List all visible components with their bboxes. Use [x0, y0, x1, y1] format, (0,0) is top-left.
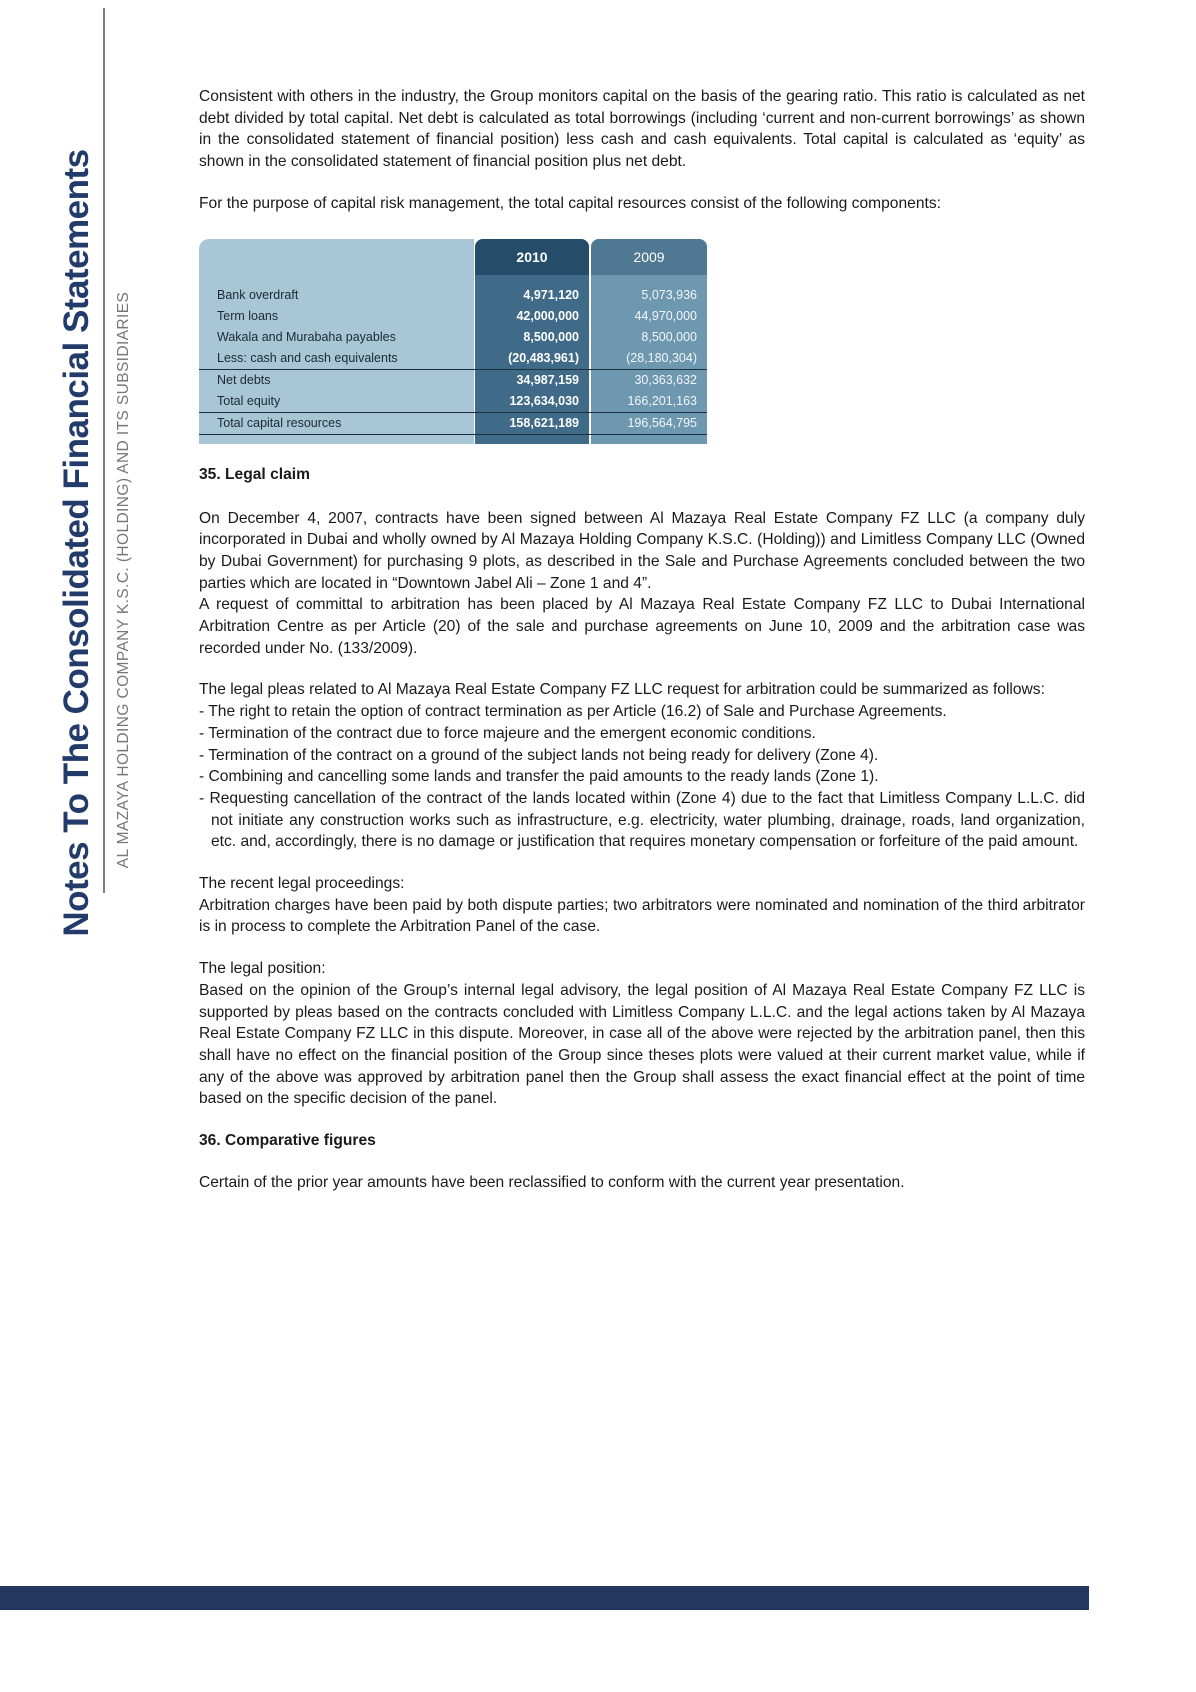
footer-bar — [0, 1586, 1089, 1610]
legal-position-text: Based on the opinion of the Group’s internal legal advisory, the legal position of Al Mazaya Real Estate Company FZ LLC is supported by pleas based on the contracts concluded with Limitless Company L.L.C. and the legal actions taken by Al Mazaya Real Estate Company FZ LLC in this dispute. Moreover, in case all of the above were rejected by the arbitration panel, then this shall have no effect on the financial position of the Group since theses plots were valued at their current market value, while if any of the above was approved by arbitration panel then the Group shall assess the exact financial effect at the point of time based on the specific decision of the panel. — [199, 981, 1085, 1108]
row-label: Term loans — [217, 308, 279, 323]
value-2009: 166,201,163 — [627, 393, 697, 408]
table-header-2010: 2010 — [475, 239, 589, 275]
value-2009: 196,564,795 — [627, 415, 697, 430]
row-label: Total equity — [217, 393, 281, 408]
value-2009: (28,180,304) — [626, 350, 697, 365]
legal-claim-paragraph: On December 4, 2007, contracts have been signed between Al Mazaya Real Estate Company FZ LLC (a company duly incorporated in Dubai and wholly owned by Al Mazaya Holding Company K.S.C. (Holding)) and Limitless Company LLC (Owned by Dubai Government) for purchasing 9 plots, as described in the Sale and Purchase Agreements concluded between the two parties which are located in “Downtown Jabel Ali – Zone 1 and 4”. — [199, 509, 1085, 592]
legal-pleas-intro: The legal pleas related to Al Mazaya Real Estate Company FZ LLC request for arbitration could be summarized as follows: — [199, 681, 1045, 699]
sidebar-title: Notes To The Consolidated Financial Statements — [57, 149, 96, 937]
table-row — [199, 285, 707, 306]
intro-paragraph-components: For the purpose of capital risk management, the total capital resources consist of the following components: — [199, 194, 941, 212]
value-2009: 8,500,000 — [641, 329, 697, 344]
value-2009: 30,363,632 — [634, 372, 697, 387]
table-header-2009: 2009 — [591, 239, 707, 275]
table-row — [199, 413, 707, 434]
table-divider — [199, 434, 707, 435]
list-item: - Combining and cancelling some lands and transfer the paid amounts to the ready lands (Zone 1). — [199, 768, 879, 786]
proceedings-text: Arbitration charges have been paid by both dispute parties; two arbitrators were nominated and nomination of the third arbitrator is in process to complete the Arbitration Panel of the case. — [199, 896, 1085, 936]
value-2010: 123,634,030 — [509, 393, 579, 408]
sidebar-subtitle: AL MAZAYA HOLDING COMPANY K.S.C. (HOLDING) AND ITS SUBSIDIARIES — [115, 291, 132, 869]
value-2010: 42,000,000 — [516, 308, 579, 323]
value-2010: 4,971,120 — [523, 287, 579, 302]
row-label: Net debts — [217, 372, 271, 387]
value-2009: 5,073,936 — [641, 287, 697, 302]
table-row — [199, 306, 707, 327]
value-2009: 44,970,000 — [634, 308, 697, 323]
table-row — [199, 348, 707, 369]
table-row — [199, 327, 707, 348]
list-item: - The right to retain the option of contract termination as per Article (16.2) of Sale and Purchase Agreements. — [199, 703, 947, 721]
proceedings-title: The recent legal proceedings: — [199, 875, 405, 893]
section-36-heading: 36. Comparative figures — [199, 1132, 376, 1150]
row-label: Less: cash and cash equivalents — [217, 350, 398, 365]
value-2010: 34,987,159 — [516, 372, 579, 387]
value-2010: 8,500,000 — [523, 329, 579, 344]
table-row — [199, 370, 707, 391]
page-content — [199, 86, 1085, 1194]
table-row — [199, 391, 707, 412]
list-item: - Termination of the contract on a ground of the subject lands not being ready for delivery (Zone 4). — [199, 746, 879, 764]
comparative-figures-text: Certain of the prior year amounts have been reclassified to conform with the current year presentation. — [199, 1174, 905, 1192]
value-2010: 158,621,189 — [509, 415, 579, 430]
sidebar-rule — [103, 8, 105, 893]
intro-paragraph: Consistent with others in the industry, the Group monitors capital on the basis of the gearing ratio. This ratio is calculated as net debt divided by total capital. Net debt is calculated as total borrowings (including ‘current and non-current borrowings’ as shown in the consolidated statement of financial position) less cash and cash equivalents. Total capital is calculated as ‘equity’ as shown in the consolidated statement of financial position plus net debt. — [199, 88, 1085, 171]
row-label: Total capital resources — [217, 415, 342, 430]
value-2010: (20,483,961) — [508, 350, 579, 365]
legal-position-title: The legal position: — [199, 960, 326, 978]
arbitration-request-paragraph: A request of committal to arbitration has been placed by Al Mazaya Real Estate Company FZ LLC to Dubai International Arbitration Centre as per Article (20) of the sale and purchase agreements on June 10, 2009 and the arbitration case was recorded under No. (133/2009). — [199, 596, 1085, 657]
list-item: - Termination of the contract due to force majeure and the emergent economic conditions. — [199, 724, 816, 742]
row-label: Bank overdraft — [217, 287, 299, 302]
list-item: - Requesting cancellation of the contract of the lands located within (Zone 4) due to the fact that Limitless Company L.L.C. did not initiate any construction works such as infrastructure, e.g. electricity, water plumbing, drainage, roads, land organization, etc. and, accordingly, there is no damage or justification that requires monetary compensation or forfeiture of the paid amount. — [199, 789, 1085, 851]
row-label: Wakala and Murabaha payables — [217, 329, 396, 344]
capital-resources-table — [199, 239, 707, 444]
section-35-heading: 35. Legal claim — [199, 465, 310, 483]
